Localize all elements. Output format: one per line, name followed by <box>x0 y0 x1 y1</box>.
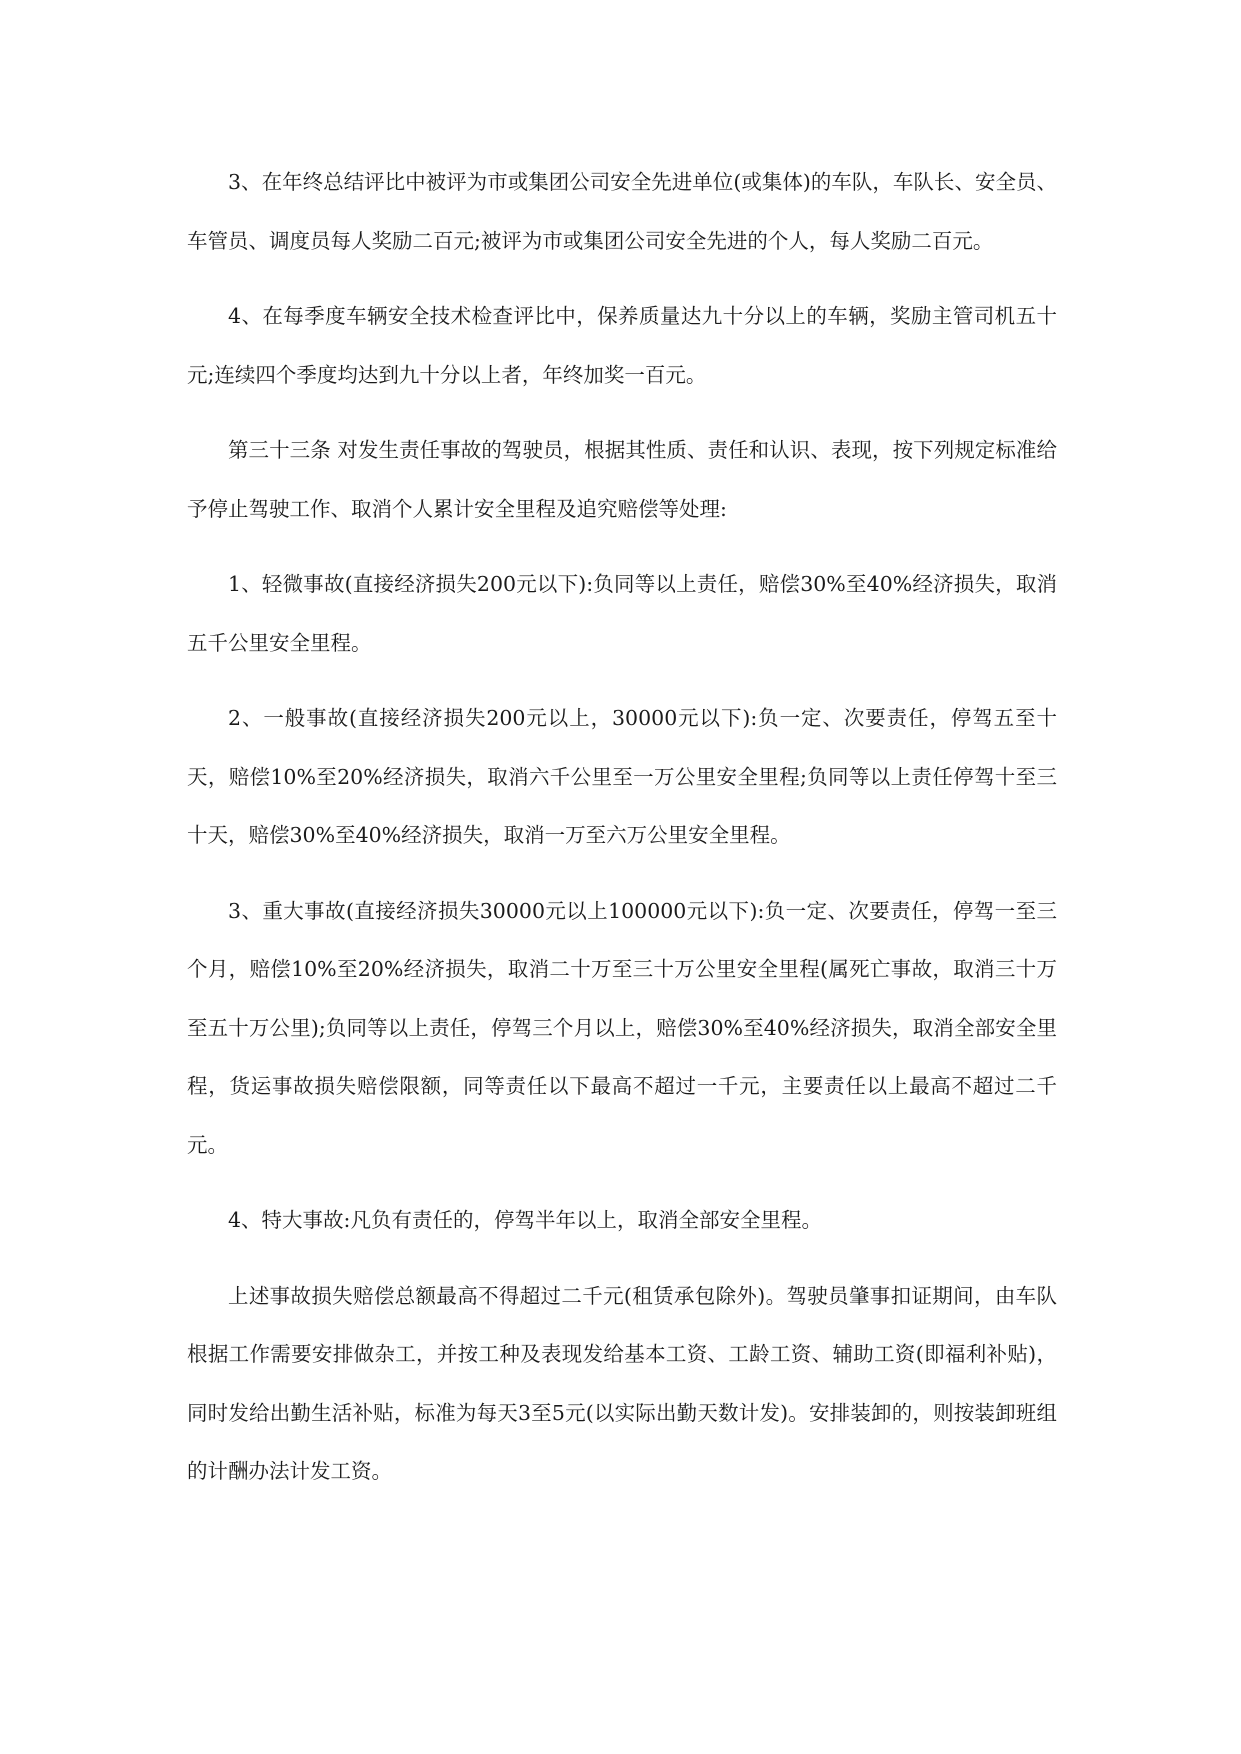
paragraph-minor-accident: 1、轻微事故(直接经济损失200元以下):负同等以上责任，赔偿30%至40%经济损失，取消五千公里安全里程。 <box>187 572 1057 655</box>
paragraph-severe-accident: 4、特大事故:凡负有责任的，停驾半年以上，取消全部安全里程。 <box>228 1208 822 1232</box>
document-body <box>187 153 1057 1501</box>
paragraph-major-accident: 3、重大事故(直接经济损失30000元以上100000元以下):负一定、次要责任，停驾一至三个月，赔偿10%至20%经济损失，取消二十万至三十万公里安全里程(属死亡事故，取消三十万至五十万公里);负同等以上责任，停驾三个月以上，赔偿30%至40%经济损失，取消全部安全里程，货运事故损失赔偿限额，同等责任以下最高不超过一千元，主要责任以上最高不超过二千元。 <box>187 898 1057 1157</box>
paragraph-article-33: 第三十三条 对发生责任事故的驾驶员，根据其性质、责任和认识、表现，按下列规定标准给予停止驾驶工作、取消个人累计安全里程及追究赔偿等处理: <box>187 438 1057 521</box>
paragraph-general-accident: 2、一般事故(直接经济损失200元以上，30000元以下):负一定、次要责任，停驾五至十天，赔偿10%至20%经济损失，取消六千公里至一万公里安全里程;负同等以上责任停驾十至三十天，赔偿30%至40%经济损失，取消一万至六万公里安全里程。 <box>187 706 1057 847</box>
paragraph-award-vehicle-maintenance: 4、在每季度车辆安全技术检查评比中，保养质量达九十分以上的车辆，奖励主管司机五十元;连续四个季度均达到九十分以上者，年终加奖一百元。 <box>187 304 1057 387</box>
paragraph-compensation-limit: 上述事故损失赔偿总额最高不得超过二千元(租赁承包除外)。驾驶员肇事扣证期间，由车队根据工作需要安排做杂工，并按工种及表现发给基本工资、工龄工资、辅助工资(即福利补贴)，同时发给出勤生活补贴，标准为每天3至5元(以实际出勤天数计发)。安排装卸的，则按装卸班组的计酬办法计发工资。 <box>187 1283 1057 1483</box>
paragraph-award-safety-unit: 3、在年终总结评比中被评为市或集团公司安全先进单位(或集体)的车队，车队长、安全员、车管员、调度员每人奖励二百元;被评为市或集团公司安全先进的个人，每人奖励二百元。 <box>187 170 1057 253</box>
